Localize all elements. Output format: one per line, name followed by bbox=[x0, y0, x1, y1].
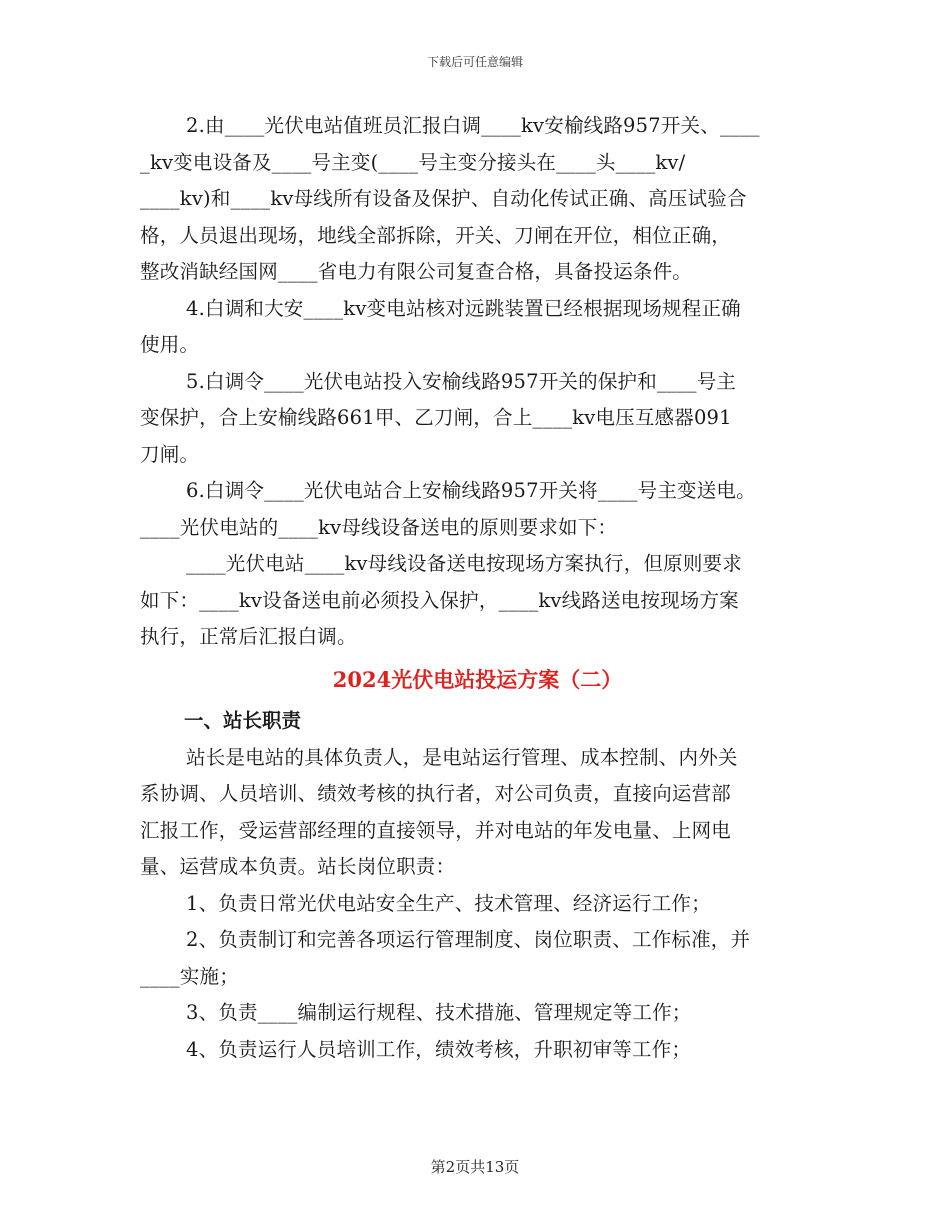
section-intro bbox=[140, 740, 815, 886]
duty-1 bbox=[140, 886, 815, 923]
item-6-line-2: ____光伏电站的____kv母线设备送电的原则要求如下： bbox=[140, 515, 618, 539]
item-principle bbox=[140, 546, 815, 656]
item-4 bbox=[140, 291, 815, 364]
duty-2-line-1: 2、负责制订和完善各项运行管理制度、岗位职责、工作标准，并 bbox=[186, 928, 751, 951]
intro-line-1: 站长是电站的具体负责人，是电站运行管理、成本控制、内外关 bbox=[186, 745, 738, 769]
item-2-line-4: 格，人员退出现场，地线全部拆除，开关、刀闸在开位，相位正确， bbox=[140, 223, 732, 247]
intro-line-3: 汇报工作，受运营部经理的直接领导，并对电站的年发电量、上网电 bbox=[140, 818, 732, 842]
item-5-line-1: 5.白调令____光伏电站投入安榆线路957开关的保护和____号主 bbox=[186, 369, 737, 393]
document-title: 2024光伏电站投运方案（二） bbox=[332, 666, 623, 692]
item-5-line-2: 变保护，合上安榆线路661甲、乙刀闸，合上____kv电压互感器091 bbox=[140, 406, 732, 429]
duty-2 bbox=[140, 922, 815, 995]
item-4-line-1: 4.白调和大安____kv变电站核对远跳装置已经根据现场规程正确 bbox=[186, 296, 741, 320]
item-2 bbox=[140, 108, 815, 291]
principle-line-1: ____光伏电站____kv母线设备送电按现场方案执行，但原则要求 bbox=[186, 552, 742, 575]
header-note: 下载后可任意编辑 bbox=[426, 55, 523, 69]
item-2-line-1: 2.由____光伏电站值班员汇报白调____kv安榆线路957开关、____ bbox=[186, 114, 760, 137]
page-number: 第2页共13页 bbox=[430, 1158, 520, 1176]
duty-4 bbox=[140, 1032, 815, 1069]
intro-line-2: 系协调、人员培训、绩效考核的执行者，对公司负责，直接向运营部 bbox=[140, 782, 732, 805]
item-4-line-2: 使用。 bbox=[140, 333, 200, 356]
duty-3 bbox=[140, 995, 815, 1032]
document-body bbox=[140, 108, 815, 1068]
duty-2-line-2: ____实施； bbox=[140, 964, 239, 988]
item-6 bbox=[140, 473, 815, 546]
intro-line-4: 量、运营成本负责。站长岗位职责： bbox=[140, 855, 456, 878]
item-6-line-1: 6.白调令____光伏电站合上安榆线路957开关将____号主变送电。 bbox=[186, 479, 756, 502]
item-2-line-2: _kv变电设备及____号主变(____号主变分接头在____头____kv/ bbox=[140, 150, 686, 174]
duty-1-line-1: 1、负责日常光伏电站安全生产、技术管理、经济运行工作； bbox=[186, 891, 711, 915]
item-2-line-5: 整改消缺经国网____省电力有限公司复查合格，具备投运条件。 bbox=[140, 260, 693, 283]
item-5 bbox=[140, 364, 815, 474]
section-heading: 一、站长职责 bbox=[184, 708, 302, 732]
duty-4-line-1: 4、负责运行人员培训工作，绩效考核，升职初审等工作； bbox=[186, 1037, 692, 1061]
principle-line-3: 执行，正常后汇报白调。 bbox=[140, 625, 357, 648]
duty-3-line-1: 3、负责____编制运行规程、技术措施、管理规定等工作； bbox=[186, 1001, 692, 1024]
item-2-line-3: ____kv)和____kv母线所有设备及保护、自动化传试正确、高压试验合 bbox=[140, 187, 747, 210]
item-5-line-3: 刀闸。 bbox=[140, 442, 200, 466]
principle-line-2: 如下：____kv设备送电前必须投入保护，____kv线路送电按现场方案 bbox=[140, 588, 739, 612]
